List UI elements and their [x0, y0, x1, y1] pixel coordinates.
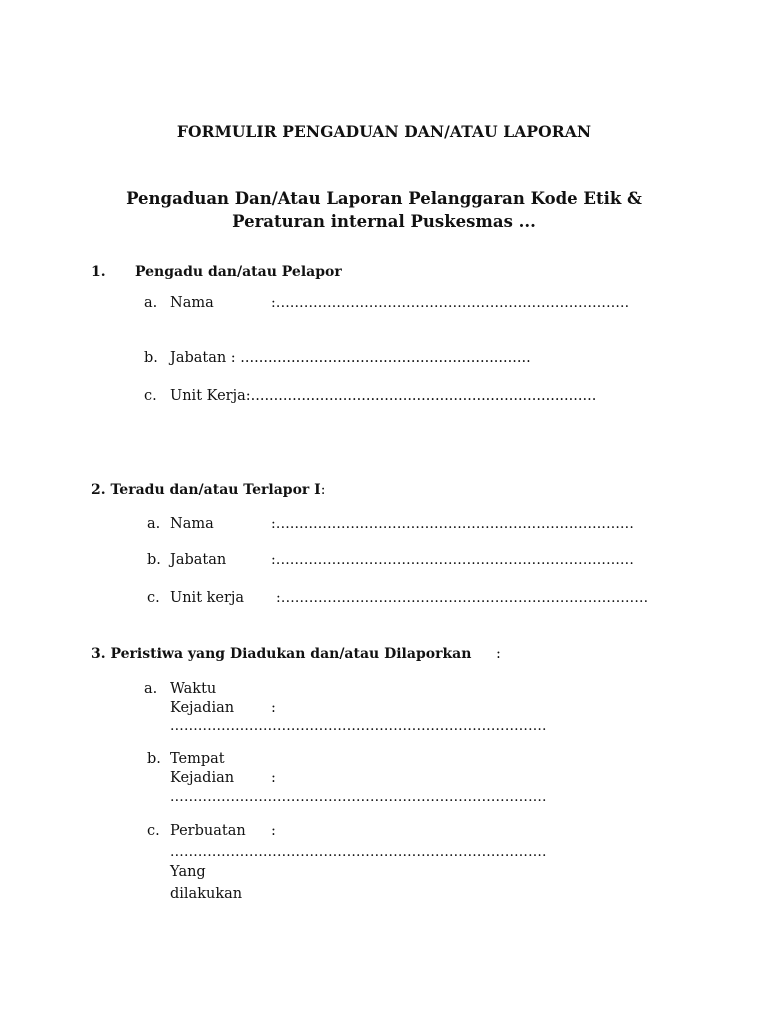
section-2-heading-text: 2. Teradu dan/atau Terlapor I	[91, 482, 321, 498]
field-colon: :	[271, 770, 276, 786]
field-letter: a.	[147, 516, 161, 532]
field-value-perbuatan[interactable]: .................................................................................	[170, 844, 547, 860]
field-letter: b.	[147, 552, 161, 568]
field-label-perbuatan: Perbuatan	[170, 823, 246, 839]
section-2-heading	[91, 482, 325, 498]
field-value-nama[interactable]: :.............................................................................	[271, 516, 634, 532]
field-label-kejadian: Kejadian	[170, 700, 235, 716]
field-label-nama: Nama	[170, 516, 214, 532]
field-label-yang: Yang	[170, 864, 206, 880]
field-label-tempat: Tempat	[170, 751, 225, 767]
field-label-jabatan: Jabatan	[170, 552, 227, 568]
field-letter: a.	[144, 681, 158, 697]
field-letter: c.	[144, 388, 157, 404]
form-subtitle-line2: Peraturan internal Puskesmas ...	[232, 212, 536, 231]
field-letter: c.	[147, 590, 160, 606]
field-colon: :	[271, 823, 276, 839]
form-title: FORMULIR PENGADUAN DAN/ATAU LAPORAN	[176, 122, 592, 141]
section-2-colon: :	[320, 482, 326, 498]
form-subtitle-line1: Pengaduan Dan/Atau Laporan Pelanggaran Kode Etik &	[126, 189, 642, 208]
field-value-unit-kerja[interactable]: :...............................................................................	[276, 590, 649, 606]
field-colon: :	[271, 700, 276, 716]
field-label-unit-kerja: Unit kerja	[170, 590, 245, 606]
field-value-jabatan[interactable]: :.............................................................................	[271, 552, 634, 568]
field-jabatan[interactable]: Jabatan : ...............................................................	[170, 350, 531, 366]
field-letter: c.	[147, 823, 160, 839]
field-letter: a.	[144, 295, 158, 311]
field-value-waktu-kejadian[interactable]: .................................................................................	[170, 718, 547, 734]
field-letter: b.	[144, 350, 158, 366]
field-unit-kerja[interactable]: Unit Kerja:...........................................................................	[170, 388, 597, 404]
section-1-heading: Pengadu dan/atau Pelapor	[135, 264, 342, 280]
section-3-colon: :	[496, 646, 501, 662]
field-label-nama: Nama	[170, 295, 214, 311]
field-label-kejadian: Kejadian	[170, 770, 235, 786]
field-letter: b.	[147, 751, 161, 767]
field-label-waktu: Waktu	[170, 681, 217, 697]
section-3-heading: 3. Peristiwa yang Diadukan dan/atau Dilaporkan	[91, 646, 472, 662]
field-value-nama[interactable]: :............................................................................	[271, 295, 630, 311]
field-label-dilakukan: dilakukan	[170, 886, 243, 902]
section-1-number: 1.	[91, 264, 106, 280]
field-value-tempat-kejadian[interactable]: .................................................................................	[170, 789, 547, 805]
